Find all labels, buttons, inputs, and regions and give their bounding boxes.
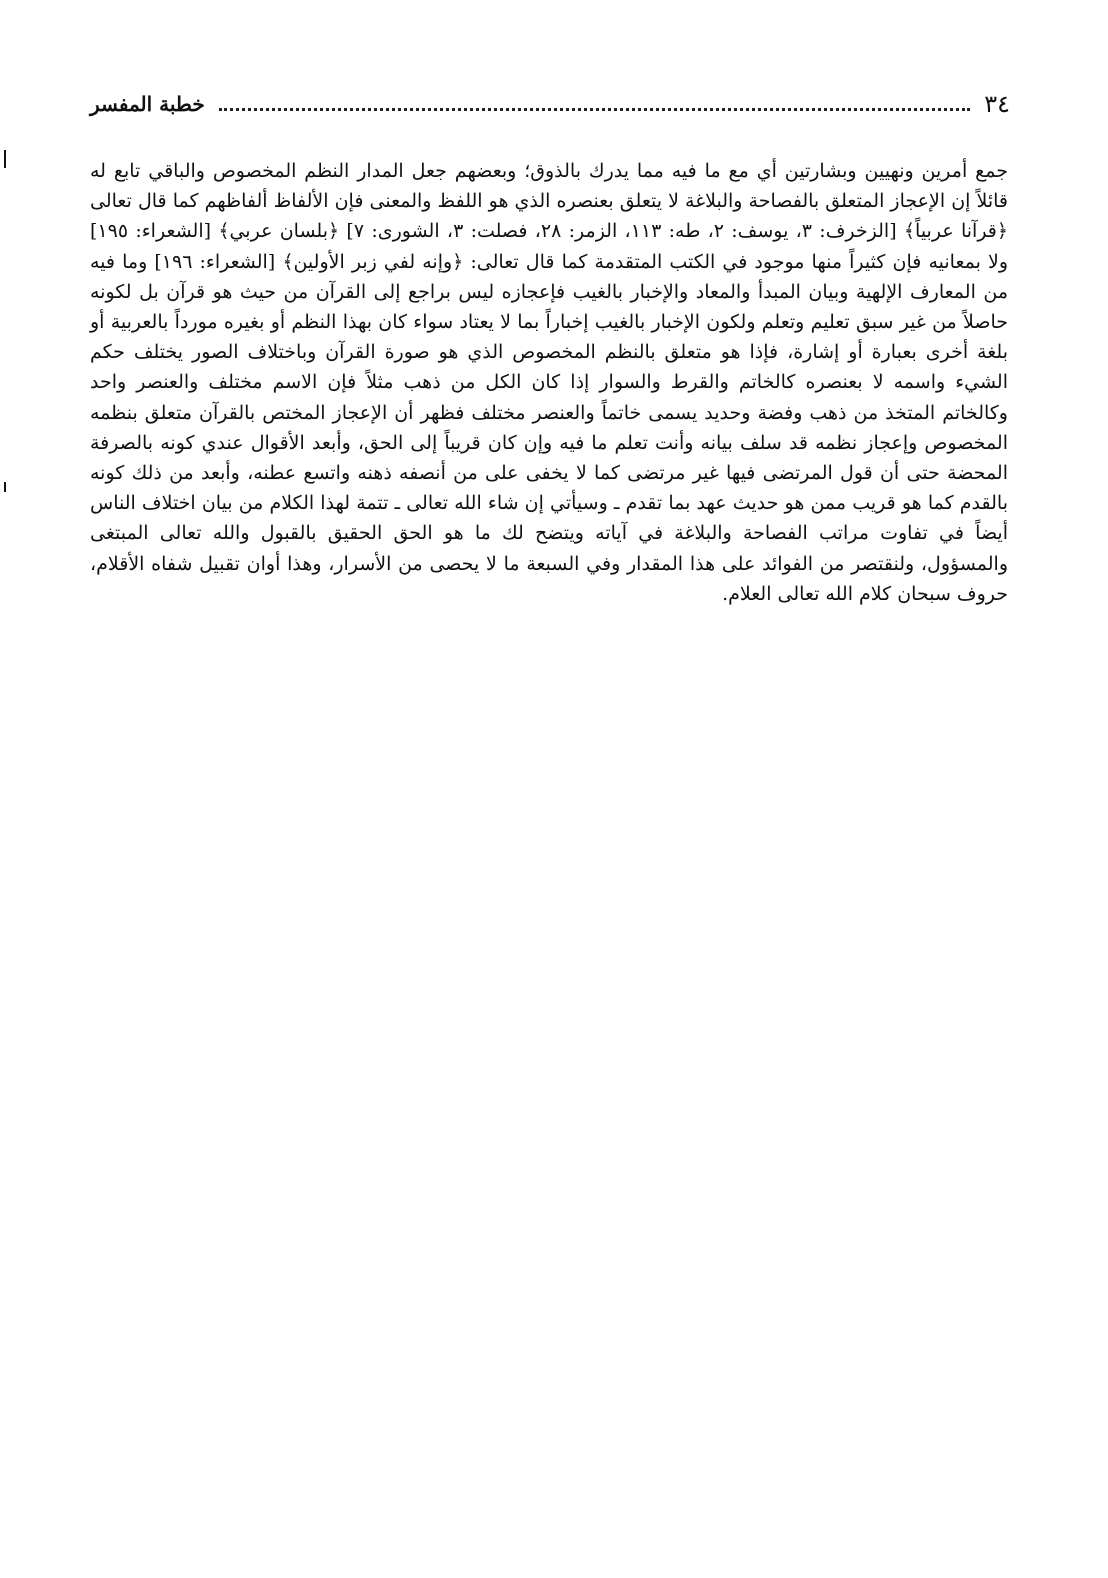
- running-title: خطبة المفسر: [90, 92, 205, 116]
- scan-edge-mark: [4, 150, 6, 168]
- scan-edge-mark: [4, 482, 6, 492]
- body-text-block: [90, 156, 1008, 609]
- page-number: ٣٤: [984, 90, 1010, 118]
- header-dot-leader: [219, 108, 971, 111]
- body-paragraph: جمع أمرين ونهيين وبشارتين أي مع ما فيه مما يدرك بالذوق؛ وبعضهم جعل المدار النظم المخصوص والباقي تابع له قائلاً إن الإعجاز المتعلق بالفصاحة والبلاغة لا يتعلق بعنصره الذي هو اللفظ والمعنى فإن الألفاظ ألفاظهم كما قال تعالى ﴿قرآنا عربياً﴾ [الزخرف: ٣، يوسف: ٢، طه: ١١٣، الزمر: ٢٨، فصلت: ٣، الشورى: ٧] ﴿بلسان عربي﴾ [الشعراء: ١٩٥] ولا بمعانيه فإن كثيراً منها موجود في الكتب المتقدمة كما قال تعالى: ﴿وإنه لفي زبر الأولين﴾ [الشعراء: ١٩٦] وما فيه من المعارف الإلهية وبيان المبدأ والمعاد والإخبار بالغيب فإعجازه ليس براجع إلى القرآن من حيث هو قرآن بل لكونه حاصلاً من غير سبق تعليم وتعلم ولكون الإخبار بالغيب إخباراً بما لا يعتاد سواء كان بهذا النظم أو بغيره مورداً بالعربية أو بلغة أخرى بعبارة أو إشارة، فإذا هو متعلق بالنظم المخصوص الذي هو صورة القرآن وباختلاف الصور يختلف حكم الشيء واسمه لا بعنصره كالخاتم والقرط والسوار إذا كان الكل من ذهب مثلاً فإن الاسم مختلف والعنصر واحد وكالخاتم المتخذ من ذهب وفضة وحديد يسمى خاتماً والعنصر مختلف فظهر أن الإعجاز المختص بالقرآن متعلق بنظمه المخصوص وإعجاز نظمه قد سلف بيانه وأنت تعلم ما فيه وإن كان قريباً إلى الحق، وأبعد الأقوال عندي كونه بالصرفة المحضة حتى أن قول المرتضى فيها غير مرتضى كما لا يخفى على من أنصفه ذهنه واتسع عطنه، وأبعد من ذلك كونه بالقدم كما هو قريب ممن هو حديث عهد بما تقدم ـ وسيأتي إن شاء الله تعالى ـ تتمة لهذا الكلام من بيان اختلاف الناس أيضاً في تفاوت مراتب الفصاحة والبلاغة في آياته ويتضح لك ما هو الحق الحقيق بالقبول والله تعالى المبتغى والمسؤول، ولنقتصر من الفوائد على هذا المقدار وفي السبعة ما لا يحصى من الأسرار، وهذا أوان تقبيل شفاه الأقلام، حروف سبحان كلام الله تعالى العلام.: [90, 160, 1009, 605]
- page-header: [90, 84, 1010, 124]
